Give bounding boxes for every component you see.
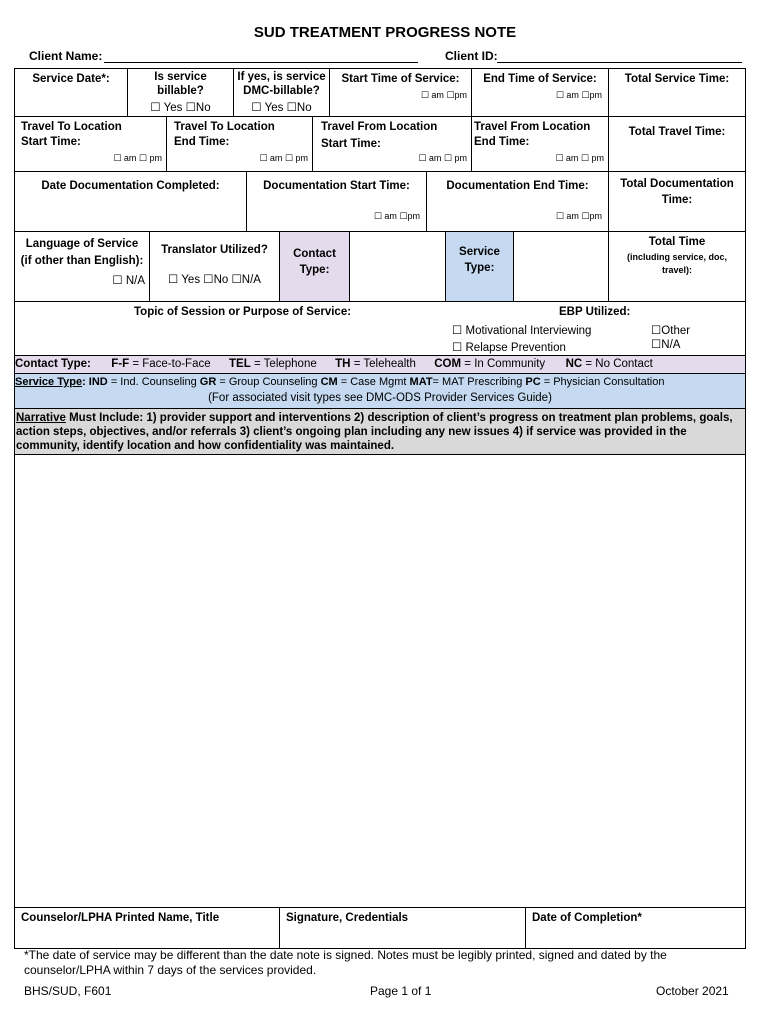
doc-end-cell[interactable] (426, 171, 609, 232)
narrative-instructions (14, 408, 746, 455)
legend-mat-code: MAT (409, 376, 433, 388)
translator-cell (149, 231, 280, 302)
total-travel-cell[interactable] (608, 116, 746, 172)
total-doc-label-2: Time: (661, 194, 693, 206)
legend-com-code: COM (434, 358, 462, 370)
service-type-label-2: Type: (464, 262, 495, 274)
travel-to-end-label-1: Travel To Location (174, 121, 275, 133)
topic-label: Topic of Session or Purpose of Service: (134, 306, 352, 318)
service-type-label-1: Service (459, 246, 500, 258)
legend-nc-code: NC (565, 358, 583, 370)
legend-gr-text: = Group Counseling (219, 376, 318, 388)
end-time-cell[interactable] (471, 68, 609, 117)
travel-from-end-label-2: End Time: (474, 136, 530, 148)
ebp-mi-checkbox[interactable]: ☐ Motivational Interviewing (452, 325, 592, 337)
footer-date: October 2021 (656, 984, 729, 998)
topic-ebp-row[interactable] (14, 301, 746, 356)
start-time-label: Start Time of Service: (341, 73, 460, 85)
legend-gr-code: GR (199, 376, 217, 388)
client-id-field[interactable] (497, 62, 742, 63)
dmc-q1: If yes, is service (237, 71, 326, 83)
legend-cm-text: = Case Mgmt (340, 376, 407, 388)
total-travel-label: Total Travel Time: (628, 126, 726, 138)
contact-type-legend (14, 355, 746, 374)
dmc-options[interactable]: ☐ Yes ☐No (251, 102, 312, 114)
travel-from-end-label-1: Travel From Location (474, 121, 591, 133)
total-doc-cell[interactable] (608, 171, 746, 232)
total-service-label: Total Service Time: (624, 73, 730, 85)
service-type-label-cell (445, 231, 514, 302)
end-time-ampm[interactable]: ☐ am ☐pm (555, 90, 602, 100)
ebp-rp-checkbox[interactable]: ☐ Relapse Prevention (452, 342, 566, 354)
contact-type-field[interactable] (349, 231, 446, 302)
dmc-billable-cell (233, 68, 330, 117)
travel-from-start-ampm[interactable]: ☐ am ☐ pm (418, 153, 467, 163)
date-completion-label: Date of Completion* (532, 912, 642, 924)
legend-ff-text: = Face-to-Face (132, 358, 211, 370)
total-time-label: Total Time (648, 236, 706, 248)
contact-type-label-cell (279, 231, 350, 302)
travel-from-start-label-1: Travel From Location (321, 121, 438, 133)
footer-page: Page 1 of 1 (370, 984, 432, 998)
start-time-ampm[interactable]: ☐ am ☐pm (420, 90, 467, 100)
service-legend-label: Service Type (15, 376, 83, 388)
date-completion-cell[interactable] (525, 907, 746, 949)
doc-start-ampm[interactable]: ☐ am ☐pm (373, 211, 420, 221)
total-time-sub-1: (including service, doc, (626, 252, 728, 262)
narrative-textarea[interactable] (14, 454, 746, 908)
billable-options[interactable]: ☐ Yes ☐No (150, 102, 211, 114)
end-time-label: End Time of Service: (483, 73, 597, 85)
travel-to-start-cell[interactable] (14, 116, 167, 172)
total-service-cell[interactable] (608, 68, 746, 117)
legend-tel-code: TEL (229, 358, 251, 370)
legend-nc-text: = No Contact (585, 358, 653, 370)
billable-q2: billable? (157, 85, 204, 97)
translator-options[interactable]: ☐ Yes ☐No ☐N/A (168, 274, 261, 286)
language-cell[interactable] (14, 231, 150, 302)
service-type-legend: Service Type: IND = Ind. Counseling GR = Group Counseling CM = Case Mgmt MAT= MAT Prescribing PC = Physician Consultation (For associated visit types see DMC-ODS Provider Services Guide) (14, 373, 746, 409)
contact-legend-label: Contact Type: (15, 358, 91, 370)
language-label-2: (if other than English): (20, 255, 144, 267)
legend-mat-text: = MAT Prescribing (432, 376, 523, 388)
printed-name-cell[interactable] (14, 907, 280, 949)
service-date-cell[interactable] (14, 68, 128, 117)
language-label-1: Language of Service (25, 238, 139, 250)
travel-from-start-label-2: Start Time: (321, 138, 381, 150)
ebp-na-checkbox[interactable]: ☐N/A (651, 339, 681, 351)
legend-tel-text: = Telephone (253, 358, 317, 370)
travel-to-start-label-1: Travel To Location (21, 121, 122, 133)
legend-pc-code: PC (525, 376, 541, 388)
translator-label: Translator Utilized? (161, 244, 268, 256)
legend-ind-code: IND (88, 376, 108, 388)
client-name-label: Client Name: (29, 49, 103, 63)
legend-th-text: = Telehealth (353, 358, 416, 370)
travel-to-start-label-2: Start Time: (21, 136, 81, 148)
billable-q1: Is service (154, 71, 207, 83)
service-type-field[interactable] (513, 231, 609, 302)
page-title: SUD TREATMENT PROGRESS NOTE (253, 24, 517, 41)
legend-ff-code: F-F (111, 358, 130, 370)
client-name-field[interactable] (104, 62, 418, 63)
printed-name-label: Counselor/LPHA Printed Name, Title (21, 912, 220, 924)
client-id-label: Client ID: (445, 49, 498, 63)
total-time-cell[interactable] (608, 231, 746, 302)
dmc-q2: DMC-billable? (243, 85, 320, 97)
contact-type-label-2: Type: (299, 264, 330, 276)
travel-from-start-cell[interactable] (312, 116, 472, 172)
contact-type-label-1: Contact (293, 248, 336, 260)
signature-label: Signature, Credentials (286, 912, 409, 924)
footer-form-id: BHS/SUD, F601 (24, 984, 112, 998)
narrative-label: Narrative (16, 412, 66, 424)
billable-cell (127, 68, 234, 117)
start-time-cell[interactable] (329, 68, 472, 117)
footer-note: *The date of service may be different than the date note is signed. Notes must be legibly printed, signed and dated by the counselor/LPHA within 7 days of the services provided. (24, 948, 667, 977)
doc-start-cell[interactable] (246, 171, 427, 232)
travel-to-start-ampm[interactable]: ☐ am ☐ pm (113, 153, 162, 163)
legend-th-code: TH (335, 358, 351, 370)
legend-ind-text: = Ind. Counseling (110, 376, 197, 388)
service-legend-note: (For associated visit types see DMC-ODS Provider Services Guide) (208, 392, 552, 404)
signature-cell[interactable] (279, 907, 526, 949)
doc-start-label: Documentation Start Time: (263, 180, 410, 192)
doc-completed-cell[interactable] (14, 171, 247, 232)
language-na-checkbox[interactable]: ☐ N/A (112, 275, 145, 287)
total-time-sub-2: travel): (661, 265, 692, 275)
travel-to-end-ampm[interactable]: ☐ am ☐ pm (259, 153, 308, 163)
ebp-label: EBP Utilized: (559, 306, 631, 318)
travel-to-end-label-2: End Time: (174, 136, 230, 148)
legend-cm-code: CM (320, 376, 338, 388)
doc-end-label: Documentation End Time: (446, 180, 589, 192)
doc-completed-label: Date Documentation Completed: (41, 180, 220, 192)
narrative-text: Must Include: 1) provider support and interventions 2) description of client’s progress on treatment plan problems, goals, action steps, objectives, and/or referrals 3) client’s ongoing plan including any new issues 4) if service was provided in the community, identify location and how confidentiality was maintained. (16, 412, 733, 452)
legend-com-text: = In Community (464, 358, 546, 370)
ebp-other-checkbox[interactable]: ☐Other (651, 325, 691, 337)
travel-from-end-ampm[interactable]: ☐ am ☐ pm (555, 153, 604, 163)
travel-from-end-cell[interactable] (471, 116, 609, 172)
travel-to-end-cell[interactable] (166, 116, 313, 172)
service-date-label: Service Date*: (32, 73, 110, 85)
doc-end-ampm[interactable]: ☐ am ☐pm (555, 211, 602, 221)
legend-pc-text: = Physician Consultation (543, 376, 665, 388)
total-doc-label-1: Total Documentation (620, 178, 734, 190)
